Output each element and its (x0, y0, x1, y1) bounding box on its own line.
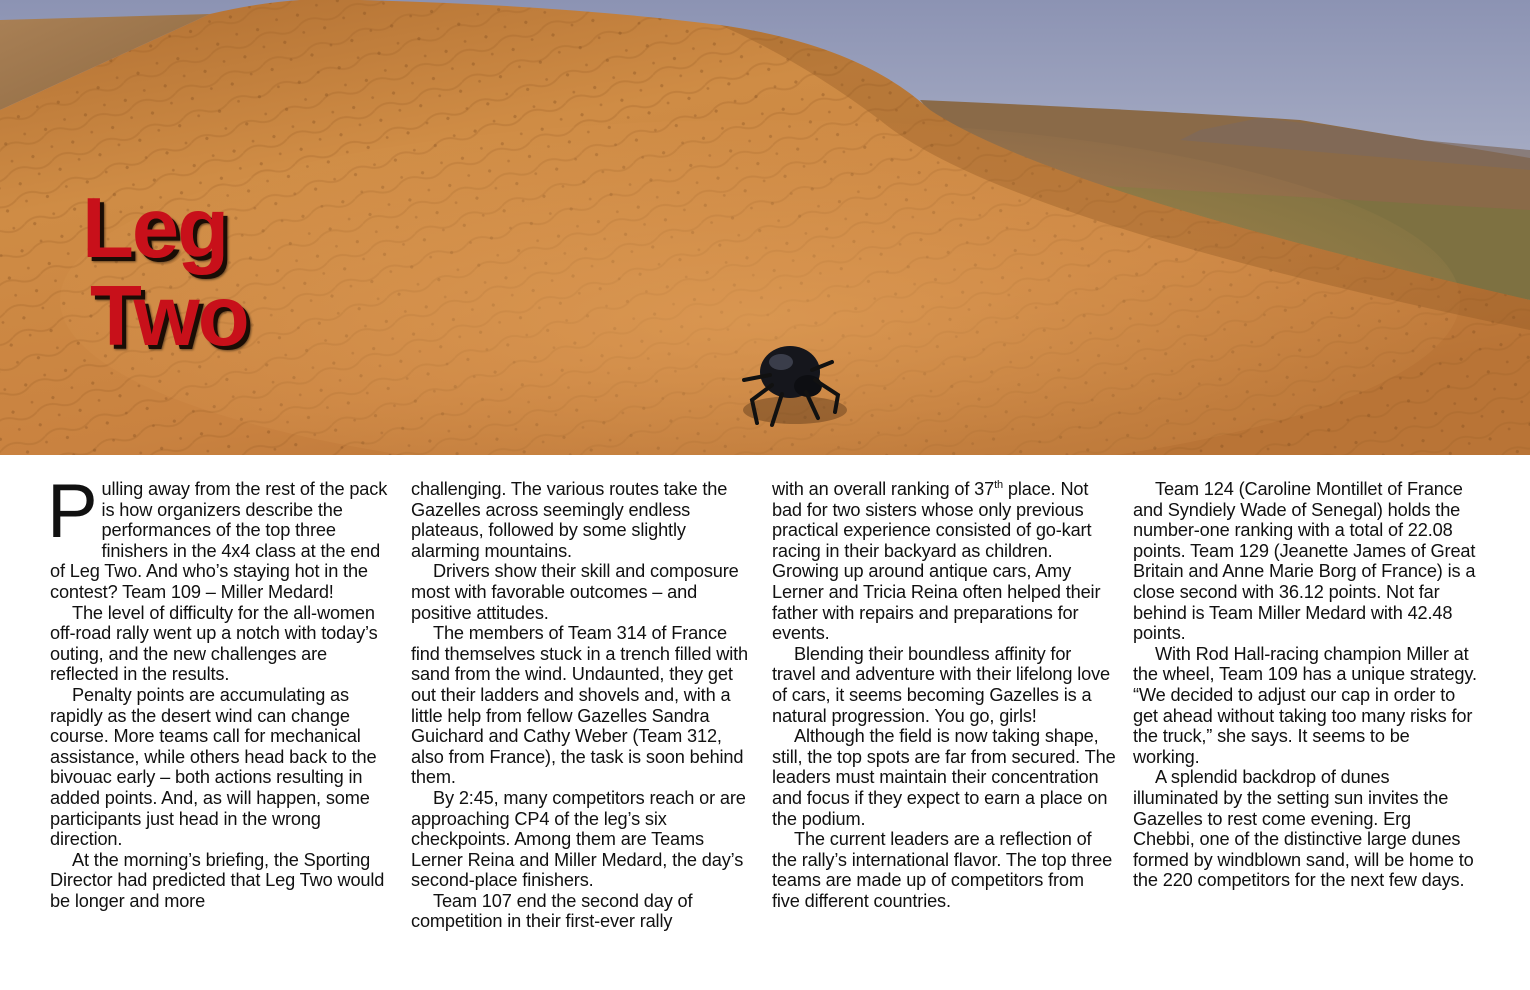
article-column-3 (772, 479, 1116, 911)
page-title (82, 181, 248, 364)
article-paragraph: Team 124 (Caroline Montillet of France and Syndiely Wade of Senegal) holds the number-one ranking with a total of 22.08 points. Team 129 (Jeanette James of Great Britain and Anne Marie Borg of France) is a close second with 36.12 points. Not far behind is Team Miller Medard with 42.48 points. (1133, 479, 1476, 644)
article-paragraph: Team 107 end the second day of competition in their first-ever rally (411, 890, 693, 932)
article-paragraph: By 2:45, many competitors reach or are approaching CP4 of the leg’s six checkpoints. Among them are Teams Lerner Reina and Miller Medard, the day’s second-place finishers. (411, 787, 746, 891)
article-column-1 (47, 469, 394, 911)
article-paragraph: A splendid backdrop of dunes illuminated by the setting sun invites the Gazelles to rest come evening. Erg Chebbi, one of the distinctive large dunes formed by windblown sand, will be home to the 220 competitors for the next few days. (1133, 767, 1474, 891)
paragraph-text: place. Not bad for two sisters whose only previous practical experience consisted of go-kart racing in their backyard as children. Growing up around antique cars, Amy Lerner and Tricia Reina often helped their father with repairs and preparations for events. (772, 479, 1101, 644)
article-paragraph: Blending their boundless affinity for travel and adventure with their lifelong love of cars, it seems becoming Gazelles is a natural progression. You go, girls! (772, 643, 1111, 726)
article-paragraph: The current leaders are a reflection of the rally’s international flavor. The top three teams are made up of competitors from five different countries. (772, 829, 1113, 911)
article-paragraph (772, 479, 1116, 644)
ordinal-suffix: th (994, 478, 1003, 491)
article-column-4 (1133, 479, 1477, 891)
article-paragraph: Penalty points are accumulating as rapidly as the desert wind can change course. More teams call for mechanical assistance, while others head back to the bivouac early – both actions resulting in added points. And, as will happen, some participants just head in the wrong direction. (50, 684, 377, 850)
article-column-2 (411, 479, 755, 932)
paragraph-text: with an overall ranking of 37 (772, 479, 995, 499)
article-paragraph: Although the field is now taking shape, still, the top spots are far from secured. The leaders must maintain their concentration and focus if they expect to earn a place on the podium. (772, 726, 1116, 829)
article-paragraph: challenging. The various routes take the Gazelles across seemingly endless plateaus, followed by some slightly alarming mountains. (411, 479, 728, 561)
hero-photo (0, 0, 1530, 455)
title-line-2: Two (90, 269, 248, 364)
article-paragraph: At the morning’s briefing, the Sporting Director had predicted that Leg Two would be longer and more (50, 849, 385, 911)
article-paragraph: Drivers show their skill and composure most with favorable outcomes – and positive attitudes. (411, 561, 739, 623)
article-paragraph: The members of Team 314 of France find themselves stuck in a trench filled with sand from the wind. Undaunted, they get out their ladders and shovels and, with a little help from fellow Gazelles Sandra Guichard and Cathy Weber (Team 312, also from France), the task is soon behind them. (411, 623, 748, 788)
drop-cap: P (47, 469, 98, 554)
title-line-1: Leg (82, 181, 228, 276)
article-paragraph (47, 469, 394, 603)
article-paragraph: The level of difficulty for the all-women off-road rally went up a notch with today’s outing, and the new challenges are reflected in the results. (50, 602, 378, 685)
paragraph-text: ulling away from the rest of the pack is how organizers describe the performances of the top three finishers in the 4x4 class at the end of Leg Two. And who’s staying hot in the contest? Team 109 – Miller Medard! (50, 479, 388, 602)
article-paragraph: With Rod Hall-racing champion Miller at the wheel, Team 109 has a unique strategy. “We decided to adjust our cap in order to get ahead without taking too many risks for the truck,” she says. It seems to be working. (1133, 643, 1477, 767)
